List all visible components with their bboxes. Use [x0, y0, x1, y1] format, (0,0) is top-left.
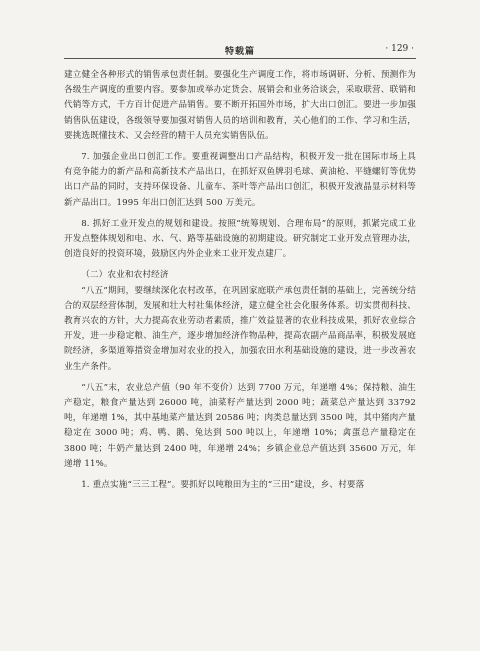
paragraph: 建立健全各种形式的销售承包责任制。要强化生产调度工作，将市场调研、分析、预测作为各级生产调度的重要内容。要参加或举办定货会、展销会和业务洽谈会，采取联营、联销和代销等方式，千方百计促进产品销售。要不断开拓国外市场，扩大出口创汇。要进一步加强销售队伍建设，各级领导要加强对销售人员的培训和教育，关心他们的工作、学习和生活，要挑选既懂技术、又会经营的精干人员充实销售队伍。 [64, 70, 416, 141]
subsection-heading: （二）农业和农村经济 [81, 270, 169, 281]
paragraph: “八五”末，农业总产值（90 年不变价）达到 7700 万元，年递增 4%；保持粮、油生产稳定，粮食产量达到 26000 吨，油菜籽产量达到 2000 吨；蔬菜总产量达到 33792 吨，年递增 1%，其中基地菜产量达到 20586 吨；肉类总量达到 3500 吨，其中猪肉产量稳定在 3000 吨；鸡、鸭、鹅、兔达到 500 吨以上，年递增 10%；禽蛋总产量稳定在 3800 吨；牛奶产量达到 2400 吨，年递增 24%；乡镇企业总产值达到 35600 万元，年递增 11%。 [64, 382, 416, 469]
paragraph: 8. 抓好工业开发点的规划和建设。按照“统筹规划、合理布局”的原则，抓紧完成工业开发点整体规划和电、水、气、路等基础设施的初期建设。研究制定工业开发点管理办法，创造良好的投资环境，鼓励区内外企业来工业开发点建厂。 [64, 218, 416, 260]
section-title: 特载篇 [224, 47, 255, 57]
body-text [64, 68, 416, 493]
page-header [64, 44, 416, 59]
paragraph: 7. 加强企业出口创汇工作。要重视调整出口产品结构，积极开发一批在国际市场上具有竞争能力的新产品和高新技术产品出口，在抓好双鱼牌羽毛球、黄油枪、平缝螺钉等优势出口产品的同时，支持环保设备、儿童车、茶叶等产品出口创汇，积极开发液晶显示材料等新产品出口。1995 年出口创汇达到 500 万美元。 [64, 152, 416, 208]
paragraph: 1. 重点实施“三三工程”。要抓好以吨粮田为主的“三田”建设，乡、村要落 [81, 480, 365, 491]
page-number: · 129 · [385, 44, 414, 54]
paragraph: “八五”期间，要继续深化农村改革，在巩固家庭联产承包责任制的基础上，完善统分结合的双层经营体制，发展和壮大村社集体经济，建立健全社会化服务体系。切实贯彻科技、教育兴农的方针，大力提高农业劳动者素质，推广效益显著的农业科技成果，抓好农业综合开发，进一步稳定粮、油生产，逐步增加经济作物品种，提高农副产品商品率，积极发展庭院经济，多渠道筹措资金增加对农业的投入，加强农田水利基础设施的建设，进一步改善农业生产条件。 [64, 285, 416, 372]
